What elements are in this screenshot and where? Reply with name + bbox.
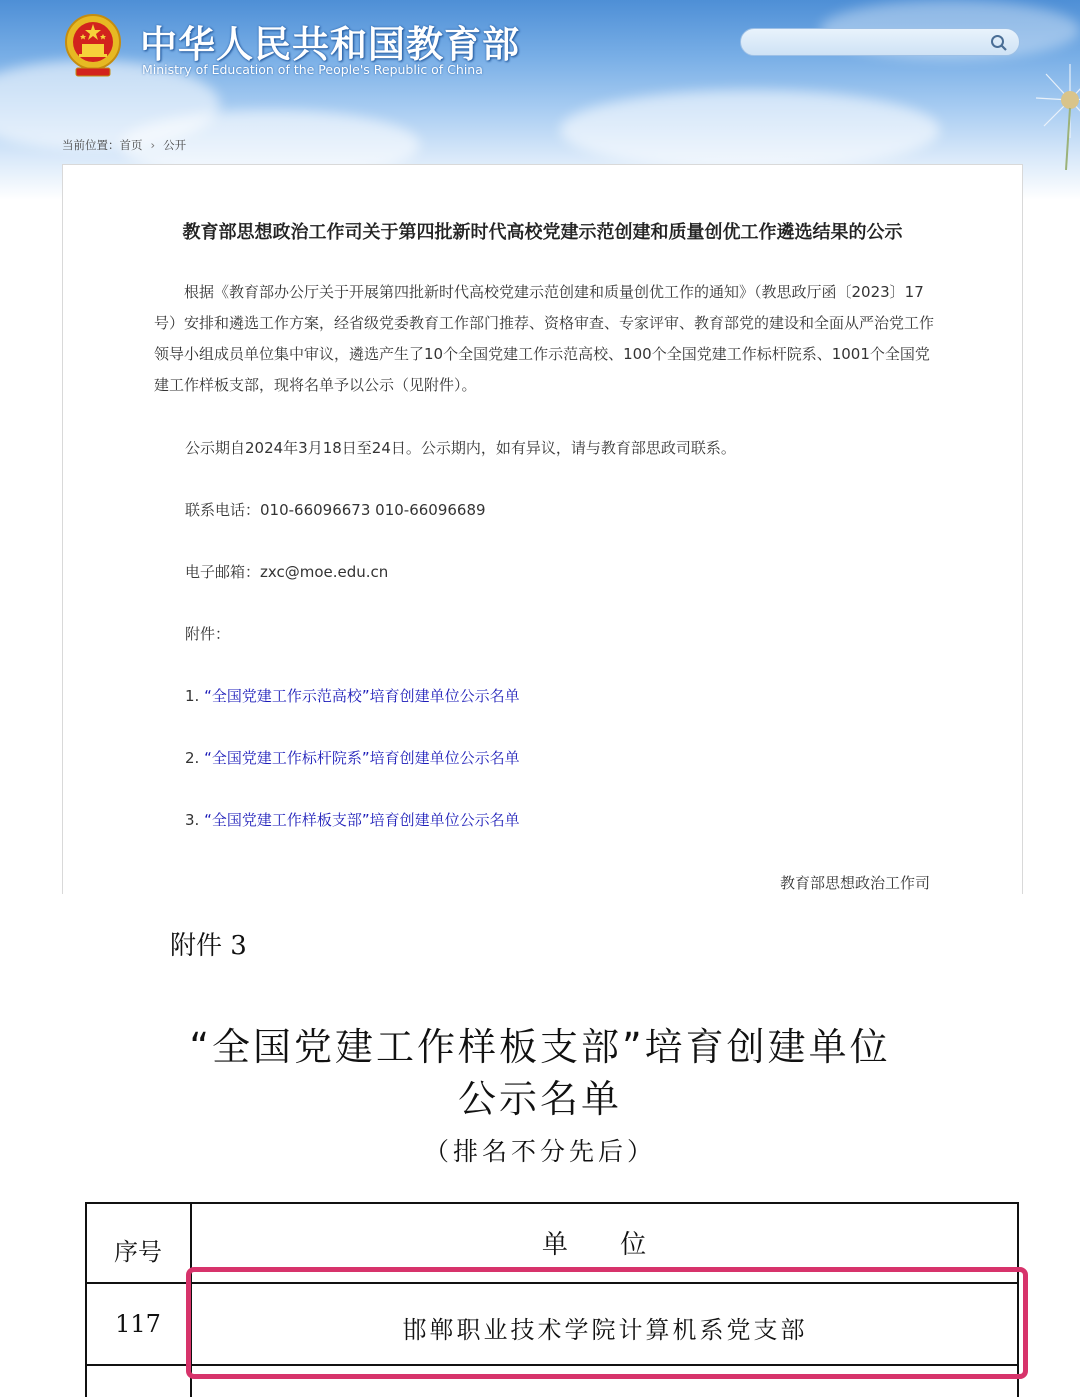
- document-note: （排名不分先后）: [423, 1137, 656, 1166]
- attachment-link-3[interactable]: [185, 809, 520, 830]
- breadcrumb: [62, 137, 186, 153]
- search-input[interactable]: [740, 28, 1020, 56]
- document-title-line2: 公示名单: [457, 1077, 622, 1121]
- contact-email: 电子邮箱：zxc@moe.edu.cn: [185, 563, 389, 581]
- document-title-line1: “全国党建工作样板支部”培育创建单位: [189, 1025, 891, 1069]
- table-cell-unit: 邯郸职业技术学院计算机系党支部: [402, 1316, 808, 1344]
- article-signature: 教育部思想政治工作司: [779, 874, 930, 892]
- breadcrumb-label: 当前位置：: [62, 138, 120, 152]
- national-emblem-icon[interactable]: [62, 12, 124, 78]
- breadcrumb-home-link[interactable]: 首页: [119, 138, 143, 152]
- attachment-number: 3.: [185, 811, 205, 829]
- chevron-right-icon: ›: [150, 138, 156, 152]
- contact-phone: 联系电话：010-66096673 010-66096689: [185, 501, 486, 519]
- table-border: [85, 1202, 1019, 1204]
- publicity-period: 公示期自2024年3月18日至24日。公示期内，如有异议，请与教育部思政司联系。: [185, 439, 736, 457]
- search-icon[interactable]: [989, 33, 1009, 53]
- table-cell-no: 117: [115, 1310, 161, 1338]
- attachment-link-1[interactable]: [185, 685, 520, 706]
- article-title: 教育部思想政治工作司关于第四批新时代高校党建示范创建和质量创优工作遴选结果的公示: [182, 222, 903, 243]
- article-panel: [62, 164, 1023, 894]
- site-title[interactable]: 中华人民共和国教育部: [140, 23, 520, 66]
- attachment-label[interactable]: “全国党建工作示范高校”培育创建单位公示名单: [204, 687, 520, 705]
- attachment-number: 1.: [185, 687, 205, 705]
- attachment-link-2[interactable]: [185, 747, 520, 768]
- site-subtitle: Ministry of Education of the People's Republic of China: [142, 62, 483, 77]
- table-header-unit: 单 位: [541, 1230, 669, 1260]
- attachments-label: 附件：: [185, 625, 231, 643]
- dandelion-decoration: [1030, 60, 1080, 170]
- table-header-no: 序号: [114, 1238, 162, 1266]
- article-body: 根据《教育部办公厅关于开展第四批新时代高校党建示范创建和质量创优工作的通知》（教思政厅函〔2023〕17号）安排和遴选工作方案，经省级党委教育工作部门推荐、资格审查、专家评审、教育部党的建设和全面从严治党工作领导小组成员单位集中审议，遴选产生了10个全国党建工作示范高校、100个全国党建工作标杆院系、1001个全国党建工作样板支部，现将名单予以公示（见附件）。: [154, 283, 935, 394]
- highlight-box: [186, 1267, 1028, 1379]
- attachment-label[interactable]: “全国党建工作样板支部”培育创建单位公示名单: [204, 811, 520, 829]
- attachment-number-heading: 附件 3: [170, 931, 247, 961]
- breadcrumb-current[interactable]: 公开: [163, 138, 187, 152]
- cloud-decoration: [560, 90, 940, 170]
- attachment-number: 2.: [185, 749, 205, 767]
- attachment-label[interactable]: “全国党建工作标杆院系”培育创建单位公示名单: [204, 749, 520, 767]
